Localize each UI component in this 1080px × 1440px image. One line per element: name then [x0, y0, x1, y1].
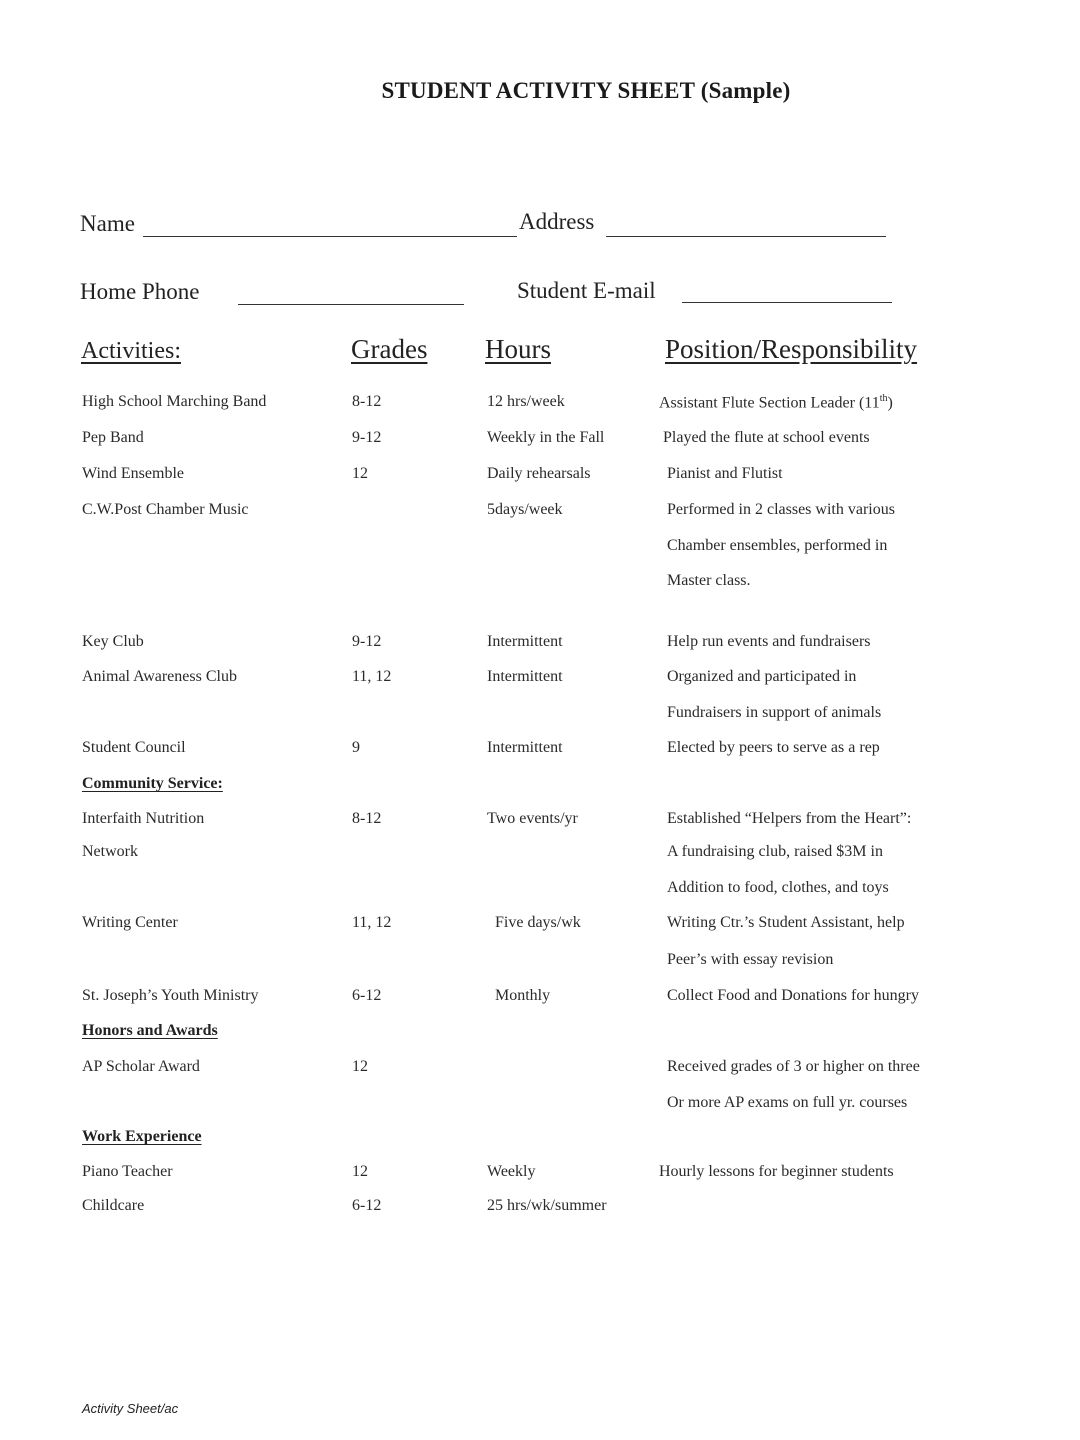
table-row: [0, 987, 1080, 1017]
activity-cell: Interfaith Nutrition: [82, 810, 205, 827]
hours-cell: 12 hrs/week: [487, 393, 565, 410]
table-row: [0, 1197, 1080, 1227]
section-work-experience: Work Experience: [82, 1128, 202, 1145]
grades-cell: 8-12: [352, 393, 382, 410]
grades-cell: 11, 12: [352, 914, 392, 931]
position-cell: Addition to food, clothes, and toys: [667, 879, 889, 896]
table-row: [0, 914, 1080, 944]
position-cell: Collect Food and Donations for hungry: [667, 987, 919, 1004]
hours-cell: Two events/yr: [487, 810, 578, 827]
table-row: [0, 465, 1080, 495]
hours-cell: Intermittent: [487, 668, 563, 685]
grades-cell: 11, 12: [352, 668, 392, 685]
activity-cell: Wind Ensemble: [82, 465, 184, 482]
position-cell: Chamber ensembles, performed in: [667, 537, 888, 554]
position-cell: Peer’s with essay revision: [667, 951, 834, 968]
activity-cell: Pep Band: [82, 429, 144, 446]
activity-cell: St. Joseph’s Youth Ministry: [82, 987, 259, 1004]
position-cell: Organized and participated in: [667, 668, 857, 685]
position-cell: A fundraising club, raised $3M in: [667, 843, 883, 860]
table-row: [0, 879, 1080, 909]
student-email-field[interactable]: [682, 302, 892, 303]
activity-cell: Childcare: [82, 1197, 145, 1214]
position-cell: Or more AP exams on full yr. courses: [667, 1094, 908, 1111]
hours-cell: Five days/wk: [495, 914, 581, 931]
table-row: [0, 633, 1080, 663]
position-cell: Hourly lessons for beginner students: [659, 1163, 894, 1180]
activity-cell: High School Marching Band: [82, 393, 267, 410]
grades-cell: 12: [352, 465, 368, 482]
activity-cell: Piano Teacher: [82, 1163, 173, 1180]
table-row: [0, 668, 1080, 698]
grades-cell: 8-12: [352, 810, 382, 827]
table-row: [0, 810, 1080, 840]
activity-cell: Animal Awareness Club: [82, 668, 237, 685]
home-phone-field[interactable]: [238, 304, 464, 305]
address-label: Address: [519, 209, 595, 234]
grades-cell: 9-12: [352, 633, 382, 650]
position-cell: Played the flute at school events: [663, 429, 870, 446]
position-cell: Writing Ctr.’s Student Assistant, help: [667, 914, 905, 931]
position-cell: Assistant Flute Section Leader (11th): [659, 393, 893, 412]
activity-cell: Student Council: [82, 739, 186, 756]
table-row: [0, 429, 1080, 459]
hours-cell: Daily rehearsals: [487, 465, 591, 482]
table-row: [0, 1094, 1080, 1124]
position-cell: Performed in 2 classes with various: [667, 501, 895, 518]
activity-cell: Network: [82, 843, 138, 860]
grades-cell: 6-12: [352, 987, 382, 1004]
page-title: STUDENT ACTIVITY SHEET (Sample): [381, 78, 791, 103]
activity-cell: C.W.Post Chamber Music: [82, 501, 249, 518]
table-row: [0, 572, 1080, 602]
student-email-label: Student E-mail: [517, 278, 656, 303]
grades-cell: 9: [352, 739, 360, 756]
position-cell: Fundraisers in support of animals: [667, 704, 882, 721]
footer-label: Activity Sheet/ac: [82, 1401, 179, 1416]
position-cell: Help run events and fundraisers: [667, 633, 871, 650]
table-row: [0, 739, 1080, 769]
table-row: [0, 1058, 1080, 1088]
table-row: [0, 843, 1080, 873]
hours-cell: Intermittent: [487, 739, 563, 756]
header-hours: Hours: [485, 334, 551, 364]
hours-cell: Weekly in the Fall: [487, 429, 605, 446]
activity-cell: Writing Center: [82, 914, 178, 931]
table-row: [0, 537, 1080, 567]
header-grades: Grades: [351, 334, 428, 364]
grades-cell: 12: [352, 1058, 368, 1075]
activity-cell: Key Club: [82, 633, 144, 650]
grades-cell: 6-12: [352, 1197, 382, 1214]
position-cell: Pianist and Flutist: [667, 465, 783, 482]
hours-cell: 5days/week: [487, 501, 563, 518]
position-cell: Elected by peers to serve as a rep: [667, 739, 880, 756]
table-row: [0, 393, 1080, 423]
table-row: [0, 704, 1080, 734]
address-field[interactable]: [606, 236, 886, 237]
section-honors-awards: Honors and Awards: [82, 1022, 218, 1039]
position-cell: Received grades of 3 or higher on three: [667, 1058, 920, 1075]
table-row: [0, 501, 1080, 531]
hours-cell: Weekly: [487, 1163, 536, 1180]
grades-cell: 9-12: [352, 429, 382, 446]
section-community-service: Community Service:: [82, 775, 223, 792]
grades-cell: 12: [352, 1163, 368, 1180]
name-field[interactable]: [143, 236, 517, 237]
header-activities: Activities:: [81, 338, 181, 364]
position-cell: Established “Helpers from the Heart”:: [667, 810, 912, 827]
header-position: Position/Responsibility: [665, 334, 918, 364]
position-cell: Master class.: [667, 572, 751, 589]
hours-cell: 25 hrs/wk/summer: [487, 1197, 607, 1214]
name-label: Name: [80, 211, 135, 236]
activity-cell: AP Scholar Award: [82, 1058, 200, 1075]
home-phone-label: Home Phone: [80, 279, 200, 304]
table-row: [0, 1163, 1080, 1193]
table-row: [0, 951, 1080, 981]
hours-cell: Monthly: [495, 987, 551, 1004]
hours-cell: Intermittent: [487, 633, 563, 650]
